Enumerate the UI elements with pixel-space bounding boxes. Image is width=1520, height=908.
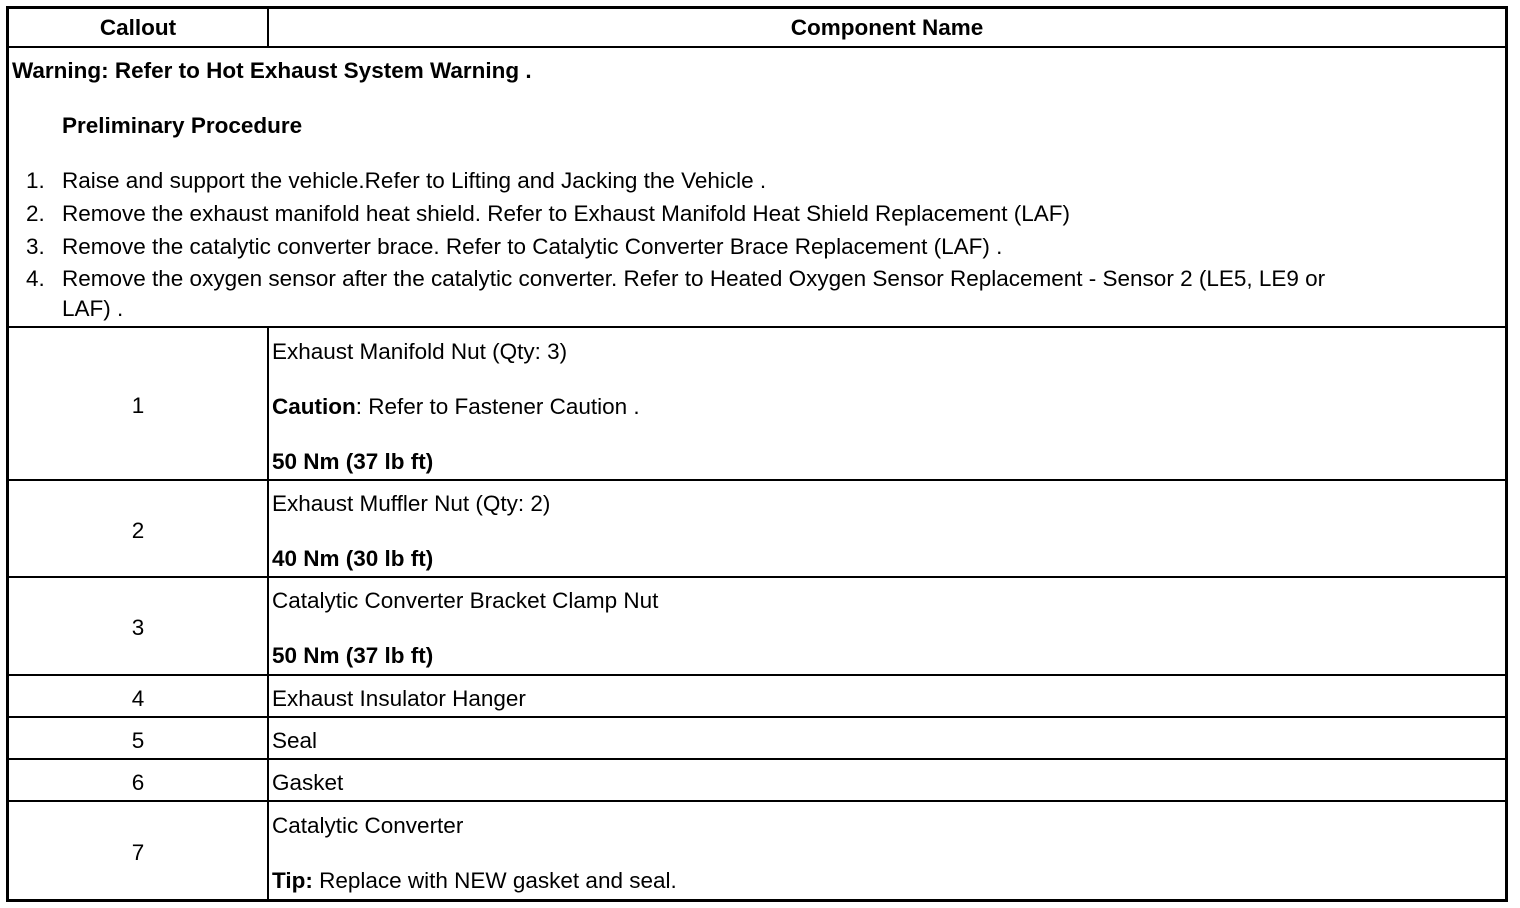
caution-note bbox=[272, 393, 640, 420]
callout-number: 7 bbox=[131, 840, 145, 865]
header-component-name: Component Name bbox=[790, 15, 984, 40]
header-bottom-border bbox=[9, 46, 1505, 48]
step-text: Remove the exhaust manifold heat shield. Refer to Exhaust Manifold Heat Shield Replacement (LAF) bbox=[62, 201, 1071, 226]
callout-number: 3 bbox=[131, 615, 145, 640]
step-number: 3. bbox=[26, 234, 45, 259]
torque-spec: 40 Nm (30 lb ft) bbox=[272, 546, 434, 571]
torque-spec: 50 Nm (37 lb ft) bbox=[272, 643, 434, 668]
step-number: 1. bbox=[26, 168, 45, 193]
step-text-continued: LAF) . bbox=[62, 296, 124, 321]
callout-number: 5 bbox=[131, 728, 145, 753]
component-name: Gasket bbox=[272, 770, 344, 795]
component-name: Catalytic Converter Bracket Clamp Nut bbox=[272, 588, 659, 613]
body-column-divider bbox=[267, 328, 269, 899]
row-5-bottom-border bbox=[9, 758, 1505, 760]
step-text: Remove the oxygen sensor after the catalytic converter. Refer to Heated Oxygen Sensor Replacement - Sensor 2 (LE5, LE9 or bbox=[62, 266, 1326, 291]
row-1-bottom-border bbox=[9, 479, 1505, 481]
row-3-bottom-border bbox=[9, 674, 1505, 676]
step-text: Remove the catalytic converter brace. Refer to Catalytic Converter Brace Replacement (LAF) . bbox=[62, 234, 1003, 259]
component-name: Seal bbox=[272, 728, 318, 753]
warning-text: Warning: Refer to Hot Exhaust System Warning . bbox=[12, 58, 532, 83]
row-4-bottom-border bbox=[9, 716, 1505, 718]
preface-bottom-border bbox=[9, 326, 1505, 328]
torque-spec: 50 Nm (37 lb ft) bbox=[272, 449, 434, 474]
preliminary-procedure-title: Preliminary Procedure bbox=[62, 113, 303, 138]
component-name: Exhaust Insulator Hanger bbox=[272, 686, 526, 711]
component-name: Catalytic Converter bbox=[272, 813, 464, 838]
tip-note bbox=[272, 867, 677, 894]
callout-number: 4 bbox=[131, 686, 145, 711]
callout-number: 2 bbox=[131, 518, 145, 543]
component-name: Exhaust Muffler Nut (Qty: 2) bbox=[272, 491, 551, 516]
callout-number: 1 bbox=[131, 393, 145, 418]
tip-text: Replace with NEW gasket and seal. bbox=[312, 868, 677, 893]
callout-number: 6 bbox=[131, 770, 145, 795]
step-number: 4. bbox=[26, 266, 45, 291]
row-6-bottom-border bbox=[9, 800, 1505, 802]
tip-label: Tip: bbox=[272, 868, 313, 893]
row-2-bottom-border bbox=[9, 576, 1505, 578]
header-callout: Callout bbox=[99, 15, 177, 40]
step-text: Raise and support the vehicle.Refer to Lifting and Jacking the Vehicle . bbox=[62, 168, 767, 193]
caution-label: Caution bbox=[272, 394, 356, 419]
procedure-table bbox=[6, 6, 1508, 902]
caution-text: : Refer to Fastener Caution . bbox=[355, 394, 640, 419]
component-name: Exhaust Manifold Nut (Qty: 3) bbox=[272, 339, 568, 364]
step-number: 2. bbox=[26, 201, 45, 226]
